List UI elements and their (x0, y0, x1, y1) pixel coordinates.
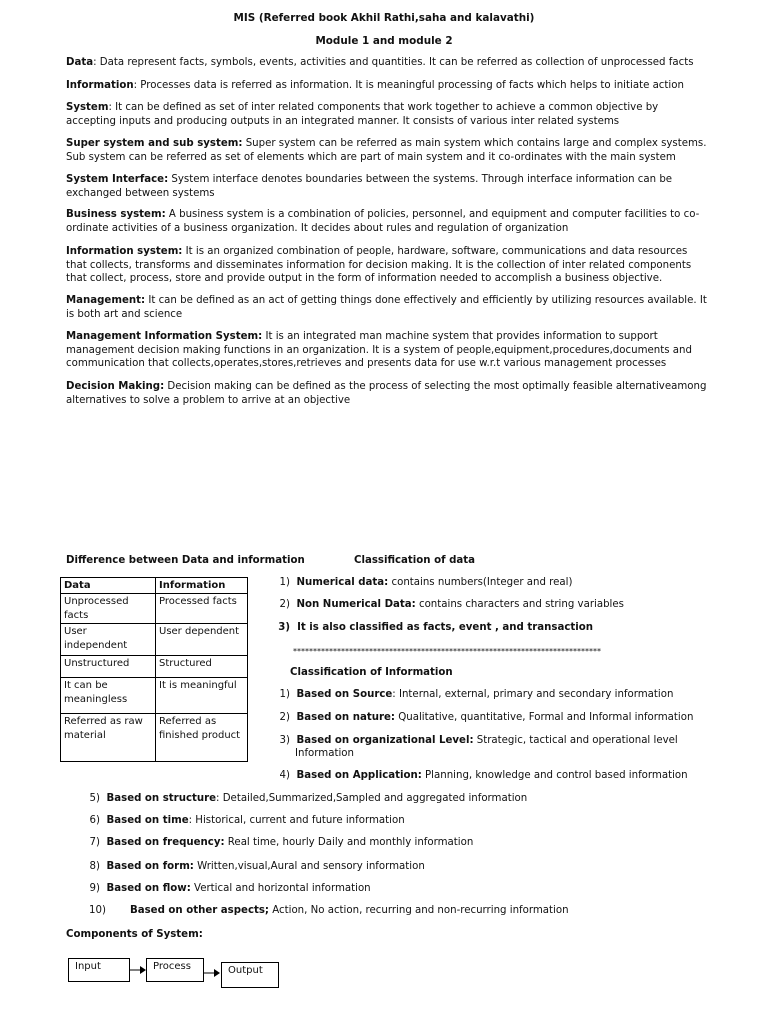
term: Information system: (66, 246, 183, 257)
definition-management (66, 294, 710, 321)
list-item: 9) Based on flow: Vertical and horizontal information (89, 883, 371, 894)
list-item: 1) Numerical data: contains numbers(Integer and real) (279, 577, 573, 588)
list-item: 8) Based on form: Written,visual,Aural and sensory information (89, 861, 425, 872)
definition-text: It can be defined as set of inter related components that work together to achieve a common objective by accepting inputs and producing outputs in an integrated manner. It consists of various inter related systems (66, 102, 659, 127)
definition-system: System: It can be defined as set of inter related components that work together to achieve a common objective by accepting inputs and producing outputs in an integrated manner. It consists of various inter related systems (66, 102, 659, 127)
list-item: 7) Based on frequency: Real time, hourly Daily and monthly information (89, 837, 474, 848)
definition-text: Processes data is referred as information. It is meaningful processing of facts which helps to initiate action (140, 80, 684, 91)
table-header-row (61, 578, 248, 594)
components-heading: Components of System: (66, 929, 203, 940)
definition-text: Data represent facts, symbols, events, activities and quantities. It can be referred as collection of unprocessed facts (99, 57, 694, 68)
difference-heading: Difference between Data and information (66, 555, 305, 566)
list-item: 3) Based on organizational Level: Strategic, tactical and operational level (279, 735, 678, 746)
definition-business-system (66, 208, 710, 235)
term: System (66, 102, 109, 113)
definition-decision-making (66, 380, 710, 407)
separator-stars: ***************************************************************************** (293, 647, 601, 656)
input-box: Input (68, 958, 130, 982)
definition-text: System interface denotes boundaries between the systems. Through interface information can be exchanged between systems (66, 174, 673, 199)
definition-data: Data: Data represent facts, symbols, events, activities and quantities. It can be referred as collection of unprocessed facts (66, 57, 694, 68)
term: Business system: (66, 209, 166, 220)
difference-table (60, 577, 248, 762)
term: Data (66, 57, 94, 68)
definition-text: A business system is a combination of policies, personnel, and equipment and computer facilities to co-ordinate activities of a business organization. It decides about rules and regulation of organization (66, 209, 700, 234)
list-item: 2) Non Numerical Data: contains characters and string variables (279, 599, 624, 610)
definition-text: Decision making can be defined as the process of selecting the most optimally feasible alternativeamong alternatives to solve a problem to arrive at an objective (66, 381, 707, 406)
term: Management: (66, 295, 146, 306)
page-subtitle: Module 1 and module 2 (315, 35, 453, 47)
page-title: MIS (Referred book Akhil Rathi,saha and kalavathi) (233, 12, 535, 24)
list-item: 4) Based on Application: Planning, knowledge and control based information (279, 770, 688, 781)
list-item: 2) Based on nature: Qualitative, quantitative, Formal and Informal information (279, 712, 694, 723)
list-item: 5) Based on structure: Detailed,Summarized,Sampled and aggregated information (89, 793, 528, 804)
table-cell: Referred as raw material (61, 714, 156, 762)
table-row (61, 678, 248, 714)
table-row (61, 624, 248, 656)
list-item: 1) Based on Source: Internal, external, primary and secondary information (279, 689, 674, 700)
definition-text: It can be defined as an act of getting things done effectively and efficiently by utilizing resources available. It is both art and science (66, 295, 707, 320)
table-row (61, 714, 248, 762)
definition-mis (66, 330, 710, 371)
table-cell: Processed facts (156, 594, 248, 624)
definition-information-system (66, 245, 710, 286)
table-cell: User dependent (156, 624, 248, 656)
output-box: Output (221, 962, 279, 988)
term: Decision Making: (66, 381, 165, 392)
term: Information (66, 80, 134, 91)
list-item: 6) Based on time: Historical, current and future information (89, 815, 405, 826)
definition-information: Information: Processes data is referred as information. It is meaningful processing of facts which helps to initiate action (66, 80, 684, 91)
process-box: Process (146, 958, 204, 982)
arrow-right-icon (203, 968, 223, 982)
arrow-right-icon (129, 963, 149, 977)
term: Super system and sub system: (66, 138, 243, 149)
table-cell: It is meaningful (156, 678, 248, 714)
term: Management Information System: (66, 331, 263, 342)
table-cell: It can be meaningless (61, 678, 156, 714)
table-cell: Referred as finished product (156, 714, 248, 762)
table-row (61, 594, 248, 624)
column-header: Data (61, 578, 156, 594)
list-item: 3) It is also classified as facts, event , and transaction (278, 622, 594, 633)
list-item-continuation: Information (295, 748, 354, 759)
term: System Interface: (66, 174, 169, 185)
table-cell: Unprocessed facts (61, 594, 156, 624)
table-cell: User independent (61, 624, 156, 656)
table-cell: Structured (156, 656, 248, 678)
classification-info-heading: Classification of Information (290, 667, 453, 678)
classification-data-heading: Classification of data (354, 555, 475, 566)
column-header: Information (156, 578, 248, 594)
table-cell: Unstructured (61, 656, 156, 678)
definition-super-sub-system (66, 137, 710, 164)
definition-system-interface (66, 173, 710, 200)
table-row (61, 656, 248, 678)
definition-text: Super system can be referred as main system which contains large and complex systems. Sub system can be referred as set of elements which are part of main system and it co-ordinates with the main system (66, 138, 707, 163)
list-item: 10) Based on other aspects; Action, No action, recurring and non-recurring information (89, 905, 569, 916)
definition-text: It is an integrated man machine system that provides information to support management decision making functions in an organization. It is a system of people,equipment,procedures,documents and communication that collects,operates,stores,retrieves and presents data for use w.r.t various management processes (66, 331, 692, 370)
definition-text: It is an organized combination of people, hardware, software, communications and data resources that collects, transforms and disseminates information for decision making. It is the collection of inter related components that collect, process, store and provide output in the form of information needed to accomplish a business objective. (66, 246, 692, 285)
